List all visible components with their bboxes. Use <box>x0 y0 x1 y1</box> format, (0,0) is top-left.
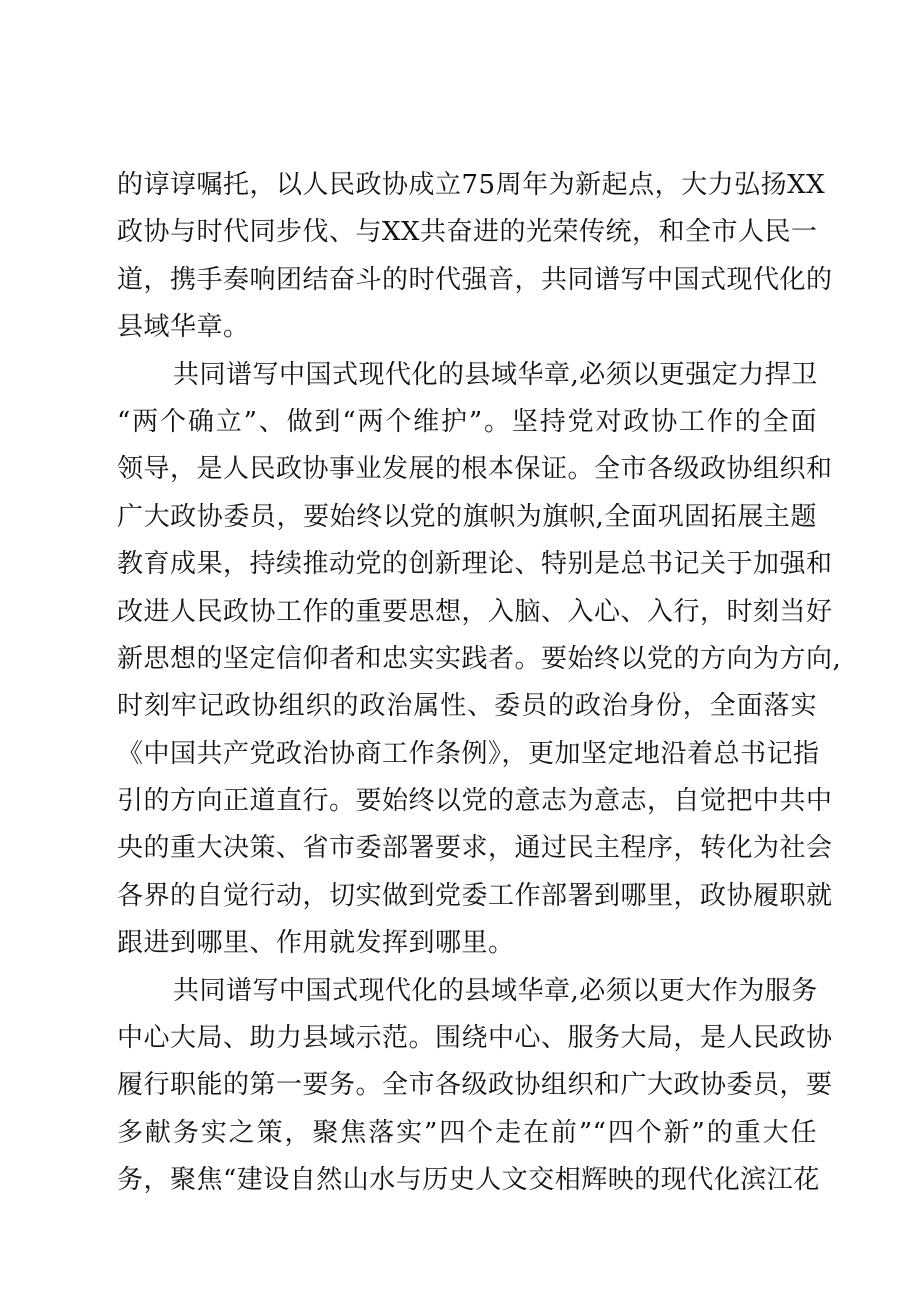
document-body <box>117 162 842 1205</box>
text-line: 履行职能的第一要务。全市各级政协组织和广大政协委员，要 <box>117 1070 833 1101</box>
paragraph-start-line: 共同谱写中国式现代化的县域华章,必须以更大作为服务 <box>173 975 818 1006</box>
text-line: 改进人民政协工作的重要思想，入脑、入心、入行，时刻当好 <box>117 596 833 627</box>
text-line: 教育成果，持续推动党的创新理论、特别是总书记关于加强和 <box>117 549 833 580</box>
text-line: 各界的自觉行动，切实做到党委工作部署到哪里，政协履职就 <box>117 880 833 911</box>
text-line: 多献务实之策，聚焦落实”四个走在前”“四个新”的重大任 <box>117 1117 817 1148</box>
paragraph-start-line: 共同谱写中国式现代化的县域华章,必须以更强定力捍卫 <box>173 359 818 390</box>
text-line: 央的重大决策、省市委部署要求，通过民主程序，转化为社会 <box>117 833 833 864</box>
text-line: 县域华章。 <box>117 312 250 343</box>
text-line: 新思想的坚定信仰者和忠实实践者。要始终以党的方向为方向, <box>117 643 842 674</box>
text-line: 道，携手奏响团结奋斗的时代强音，共同谱写中国式现代化的 <box>117 264 833 295</box>
text-line: 领导，是人民政协事业发展的根本保证。全市各级政协组织和 <box>117 454 833 485</box>
text-line: 时刻牢记政协组织的政治属性、委员的政治身份，全面落实 <box>117 691 817 722</box>
text-line: 的谆谆嘱托，以人民政协成立75周年为新起点，大力弘扬XX <box>117 170 826 200</box>
text-line: 广大政协委员，要始终以党的旗帜为旗帜,全面巩固拓展主题 <box>117 501 817 532</box>
text-line: 务，聚焦“建设自然山水与历史人文交相辉映的现代化滨江花 <box>117 1165 820 1196</box>
text-line: 政协与时代同步伐、与XX共奋进的光荣传统，和全市人民一 <box>117 217 818 248</box>
text-line: 跟进到哪里、作用就发挥到哪里。 <box>117 928 515 959</box>
text-line: 引的方向正道直行。要始终以党的意志为意志，自觉把中共中 <box>117 786 833 817</box>
text-line: 《中国共产党政治协商工作条例》，更加坚定地沿着总书记指 <box>117 738 820 769</box>
text-line: 中心大局、助力县域示范。围绕中心、服务大局，是人民政协 <box>117 1023 833 1054</box>
text-line: “两个确立”、做到“两个维护”。坚持党对政协工作的全面 <box>117 406 817 437</box>
